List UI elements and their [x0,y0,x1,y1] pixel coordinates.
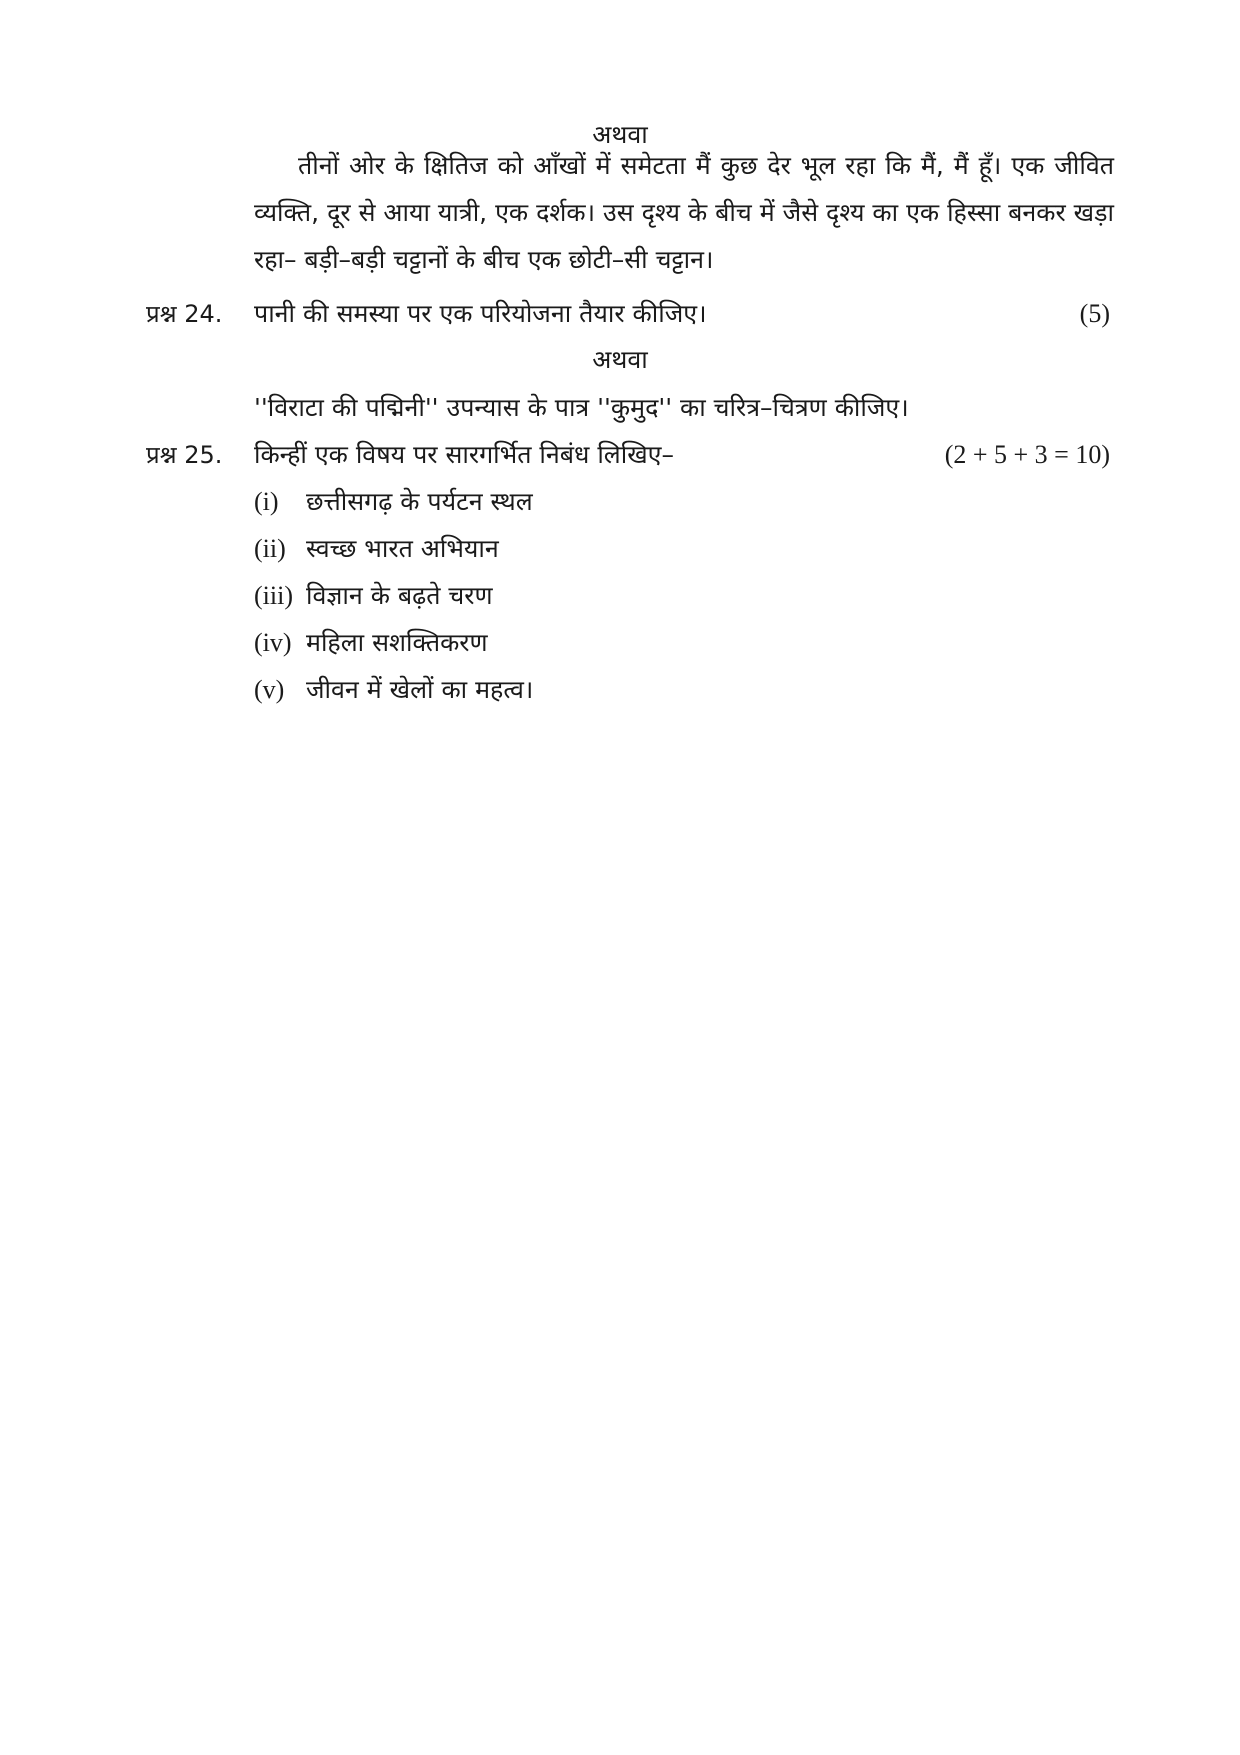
essay-topic-number: (i) [254,487,279,516]
essay-topic-item [254,673,533,707]
essay-topic-item [254,485,533,519]
passage-paragraph: तीनों ओर के क्षितिज को आँखों में समेटता मैं कुछ देर भूल रहा कि मैं, मैं हूँ। एक जीवित व्यक्ति, दूर से आया यात्री, एक दर्शक। उस दृश्य के बीच में जैसे दृश्य का एक हिस्सा बनकर खड़ा रहा– बड़ी–बड़ी चट्टानों के बीच एक छोटी–सी चट्टान। [254,151,1114,274]
essay-topic-text: जीवन में खेलों का महत्व। [306,675,534,704]
question-25-text: किन्हीं एक विषय पर सारगर्भित निबंध लिखिए– [254,440,675,469]
essay-topic-text: महिला सशक्तिकरण [306,628,488,657]
essay-topic-text: विज्ञान के बढ़ते चरण [306,581,493,610]
question-24-label: प्रश्न 24. [146,300,223,328]
athva-heading-2: अथवा [592,345,648,374]
essay-topic-text: छत्तीसगढ़ के पर्यटन स्थल [306,487,533,516]
essay-topic-item [254,626,488,660]
essay-topic-number: (iv) [254,628,292,657]
question-25-label: प्रश्न 25. [146,441,223,469]
essay-topic-item [254,579,493,613]
question-24-marks: (5) [1079,299,1110,328]
essay-topic-number: (ii) [254,534,286,563]
question-24-text: पानी की समस्या पर एक परियोजना तैयार कीजिए। [254,299,707,328]
question-25-marks: (2 + 5 + 3 = 10) [944,440,1110,469]
question-24-alternative: ''विराटा की पद्मिनी'' उपन्यास के पात्र ''कुमुद'' का चरित्र–चित्रण कीजिए। [254,393,909,422]
essay-topic-text: स्वच्छ भारत अभियान [306,534,499,563]
essay-topic-item [254,532,499,566]
essay-topic-number: (v) [254,675,285,704]
athva-heading-1: अथवा [592,120,648,149]
essay-topic-number: (iii) [254,581,293,610]
